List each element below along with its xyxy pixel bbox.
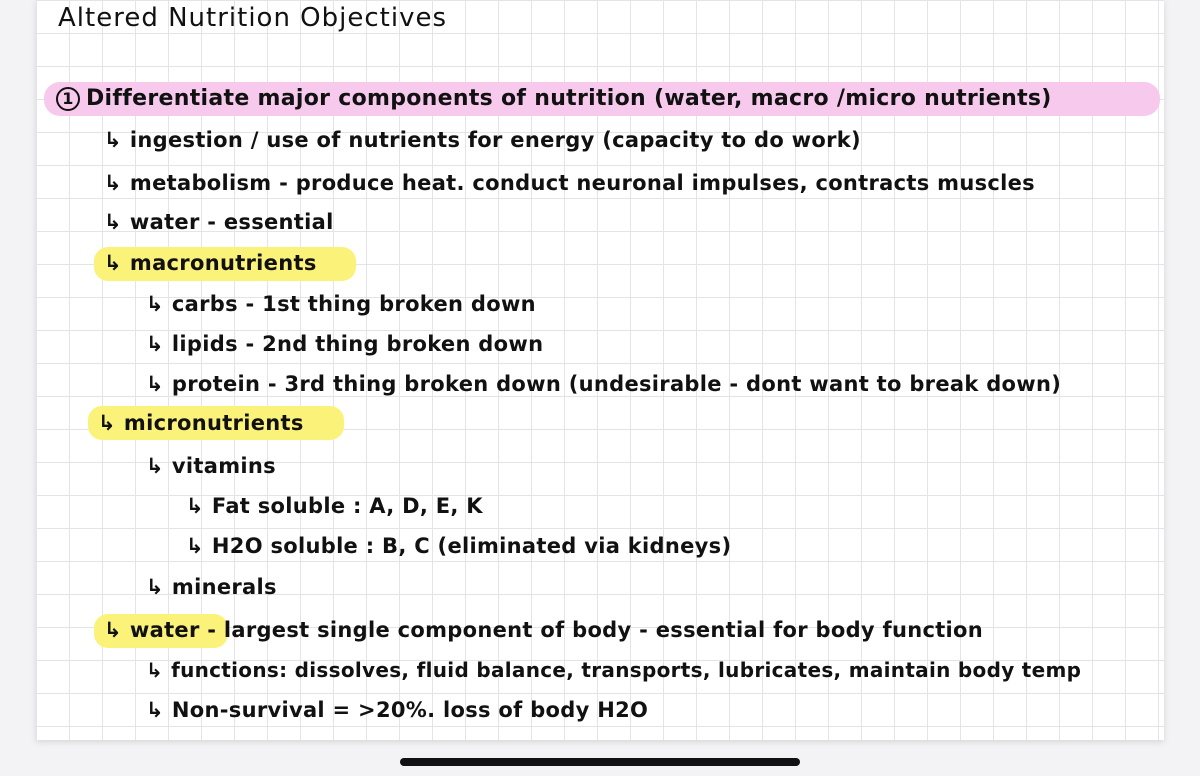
note-line: ↳ protein - 3rd thing broken down (undesirable - dont want to break down) [146,372,1062,396]
note-line: ↳ H2O soluble : B, C (eliminated via kidneys) [186,534,732,558]
arrow-icon: ↳ [146,332,164,356]
note-line: ↳ Non-survival = >20%. loss of body H2O [146,698,649,722]
note-line: ↳ carbs - 1st thing broken down [146,292,536,316]
arrow-icon: ↳ [146,698,164,722]
arrow-icon: ↳ [146,292,164,316]
arrow-icon: ↳ [146,575,164,599]
home-indicator[interactable] [400,758,800,766]
arrow-icon: ↳ [104,251,122,275]
arrow-icon: ↳ [186,534,204,558]
note-line: ↳ Fat soluble : A, D, E, K [186,494,483,518]
arrow-icon: ↳ [104,128,122,152]
note-line: ↳ functions: dissolves, fluid balance, transports, lubricates, maintain body temp [146,658,1082,682]
objective-number: 1 [56,87,80,111]
objective-text: Differentiate major components of nutrition (water, macro /micro nutrients) [86,86,1052,111]
arrow-icon: ↳ [104,171,122,195]
note-line-water: ↳ water - largest single component of body - essential for body function [104,618,984,642]
arrow-icon: ↳ [104,210,122,234]
objective-line [56,85,1052,113]
arrow-icon: ↳ [146,658,164,682]
note-line: ↳ vitamins [146,454,276,478]
note-line: ↳ minerals [146,575,277,599]
note-line: ↳ lipids - 2nd thing broken down [146,332,544,356]
arrow-icon: ↳ [186,494,204,518]
page-title: Altered Nutrition Objectives [58,3,448,33]
arrow-icon: ↳ [98,411,116,435]
note-line: ↳ metabolism - produce heat. conduct neuronal impulses, contracts muscles [104,171,1035,195]
note-line: ↳ ingestion / use of nutrients for energy (capacity to do work) [104,128,861,152]
arrow-icon: ↳ [104,618,122,642]
note-line-micronutrients: ↳ micronutrients [98,411,304,435]
arrow-icon: ↳ [146,372,164,396]
note-line-macronutrients: ↳ macronutrients [104,251,317,275]
arrow-icon: ↳ [146,454,164,478]
note-line: ↳ water - essential [104,210,334,234]
